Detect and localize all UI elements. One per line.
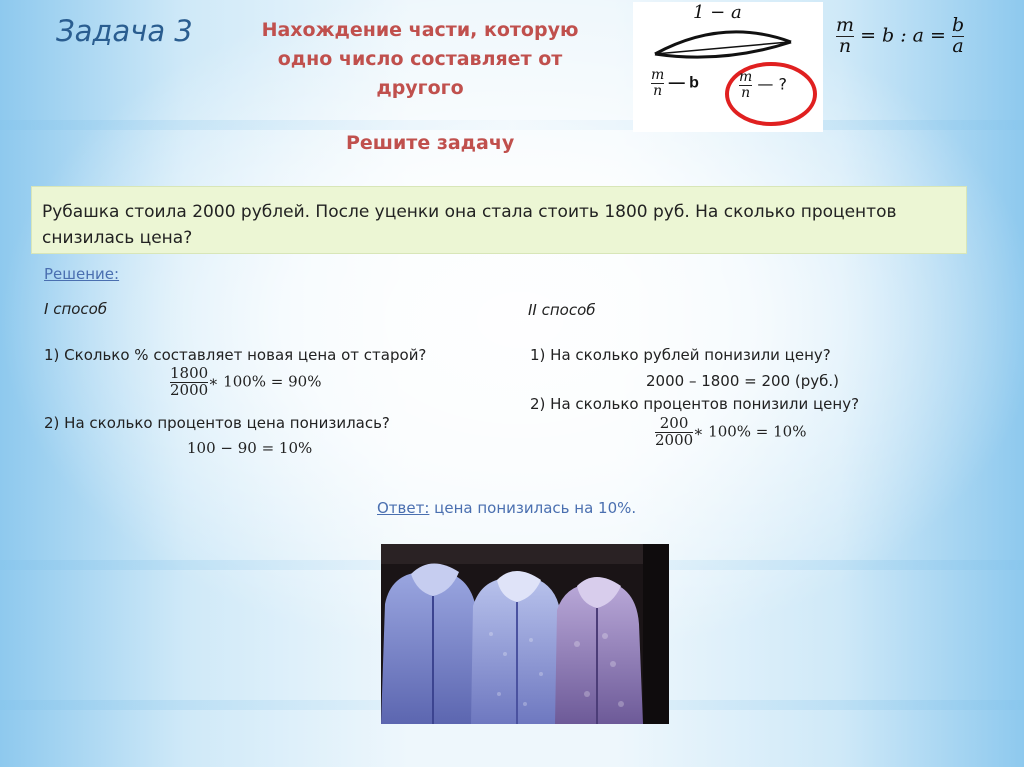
answer-line (377, 499, 636, 517)
diagram-right-suffix: — ? (752, 74, 787, 94)
topic-line: другого (376, 77, 464, 99)
topic-line: одно число составляет от (277, 48, 563, 70)
answer-text: цена понизилась на 10%. (429, 499, 637, 517)
method1-formula1 (170, 366, 321, 399)
method1-question1: 1) Сколько % составляет новая цена от старой? (44, 346, 427, 364)
formula-num1: m (836, 14, 855, 36)
answer-label: Ответ: (377, 499, 430, 517)
method2-formula2 (655, 416, 806, 449)
method1-f1-den: 2000 (170, 380, 209, 399)
method1-f1-num: 1800 (170, 364, 209, 382)
diagram-right-label (739, 70, 787, 100)
shirts-illustration (381, 544, 669, 724)
slide-title: Задача 3 (56, 14, 193, 48)
diagram-right-den: n (741, 84, 751, 101)
formula-den2: a (952, 34, 964, 57)
problem-text: Рубашка стоила 2000 рублей. После уценки она стала стоить 1800 руб. На сколько процентов снизилась цена? (42, 202, 897, 248)
part-diagram (633, 2, 823, 132)
shirts-photo (381, 544, 669, 724)
formula-den1: n (838, 34, 852, 57)
method2-calc1: 2000 – 1800 = 200 (руб.) (646, 372, 840, 390)
diagram-right-num: m (739, 69, 753, 85)
method2-f2-rest: ∗ 100% = 10% (693, 422, 807, 441)
background-band (0, 120, 1024, 130)
problem-box (31, 186, 967, 254)
method1-f1-rest: ∗ 100% = 90% (208, 372, 322, 391)
diagram-top-label: 1 − a (693, 2, 742, 23)
diagram-left-num: m (651, 67, 665, 83)
instruction-heading: Решите задачу (346, 132, 515, 154)
solution-label: Решение: (44, 265, 120, 283)
method2-f2-den: 2000 (655, 430, 694, 449)
diagram-left-suffix: — b (664, 74, 699, 92)
method2-question2: 2) На сколько процентов понизили цену? (530, 395, 860, 413)
formula-middle: = b : a = (854, 24, 952, 47)
ratio-formula (836, 16, 964, 57)
method2-f2-num: 200 (659, 414, 689, 432)
topic-heading (240, 16, 600, 103)
diagram-left-den: n (653, 82, 663, 99)
method1-question2: 2) На сколько процентов цена понизилась? (44, 414, 390, 432)
topic-line: Нахождение части, которую (261, 19, 579, 41)
diagram-left-label (651, 68, 699, 98)
formula-num2: b (952, 14, 965, 36)
method2-question1: 1) На сколько рублей понизили цену? (530, 346, 831, 364)
method1-title: I способ (44, 300, 108, 318)
method2-title: II способ (528, 301, 596, 319)
method1-formula2: 100 − 90 = 10% (187, 439, 313, 457)
